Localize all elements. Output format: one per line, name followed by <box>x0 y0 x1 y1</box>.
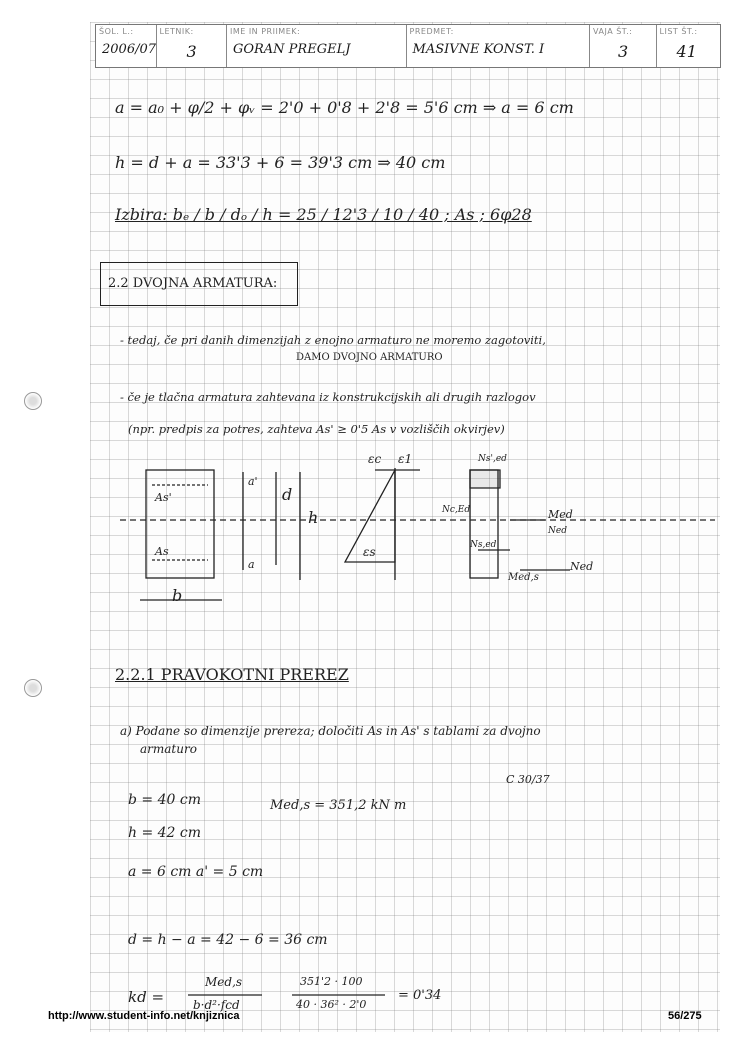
label-a: a <box>248 558 255 571</box>
header-cell-grade: LETNIK: 3 <box>157 25 227 67</box>
label-ned: Ned <box>548 526 567 536</box>
label-a-prime: a' <box>248 475 258 488</box>
punch-hole-bottom <box>24 679 42 697</box>
label-eps-s: εs <box>363 545 376 559</box>
label-as-bot: As <box>155 545 169 558</box>
selection-line: Izbira: bₑ / b / dₒ / h = 25 / 12'3 / 10 / 40 ; As ; 6φ28 <box>115 205 532 224</box>
header-cell-exercise: VAJA ŠT.: 3 <box>590 25 656 67</box>
d-value: d = h − a = 42 − 6 = 36 cm <box>128 932 328 948</box>
label-nc: Nc,Ed <box>442 505 471 515</box>
header-cell-year: ŠOL. L.: 2006/07 <box>96 25 157 67</box>
footer-url[interactable]: http://www.student-info.net/knjiznica <box>48 1010 240 1022</box>
kd-denominator-2: 40 · 36² · 2'0 <box>296 998 367 1011</box>
label-ns-bot: Ns,ed <box>470 540 497 550</box>
grid-paper <box>90 22 720 1032</box>
bullet-1b: DAMO DVOJNO ARMATURO <box>296 352 443 363</box>
header-cell-name: IME IN PRIIMEK: GORAN PREGELJ <box>227 25 407 67</box>
kd-numerator-2: 351'2 · 100 <box>300 975 363 988</box>
subsection-title: 2.2.1 PRAVOKOTNI PREREZ <box>115 665 349 684</box>
item-a: a) Podane so dimenzije prereza; določiti As in As' s tablami za dvojno <box>120 724 541 738</box>
item-a-2: armaturo <box>140 742 197 756</box>
header-cell-sheet: LIST ŠT.: 41 <box>659 27 698 61</box>
formula-h: h = d + a = 33'3 + 6 = 39'3 cm ⇒ 40 cm <box>115 153 446 172</box>
label-as-top: As' <box>155 491 172 504</box>
label-b: b <box>172 586 183 605</box>
h-value: h = 42 cm <box>128 825 202 841</box>
header-table <box>95 24 721 68</box>
label-ned2: Ned <box>570 560 594 573</box>
bullet-2b: (npr. predpis za potres, zahteva As' ≥ 0'5 As v vozliščih okvirjev) <box>128 422 505 436</box>
label-med: Med <box>548 508 573 521</box>
kd-denominator: b·d²·fcd <box>193 998 240 1012</box>
bullet-1: - tedaj, če pri danih dimenzijah z enojno armaturo ne moremo zagotoviti, <box>120 333 546 347</box>
label-eps-1: ε1 <box>398 452 413 466</box>
med-value: Med,s = 351,2 kN m <box>270 798 407 813</box>
bullet-2: - če je tlačna armatura zahtevana iz konstrukcijskih ali drugih razlogov <box>120 390 536 404</box>
label-d: d <box>282 485 293 504</box>
footer-page-number: 56/275 <box>668 1010 702 1022</box>
header-cell-subject: PREDMET: MASIVNE KONST. I <box>407 25 591 67</box>
section-title: 2.2 DVOJNA ARMATURA: <box>108 276 278 291</box>
b-value: b = 40 cm <box>128 792 201 808</box>
label-h: h <box>308 508 319 527</box>
punch-hole-top <box>24 392 42 410</box>
kd-lhs: kd = <box>128 988 165 1006</box>
formula-a: a = a₀ + φ/2 + φᵥ = 2'0 + 0'8 + 2'8 = 5'6 cm ⇒ a = 6 cm <box>115 98 574 117</box>
kd-result: = 0'34 <box>398 988 442 1003</box>
kd-numerator: Med,s <box>205 975 243 989</box>
label-ns-top: Ns',ed <box>478 454 507 464</box>
label-med-s: Med,s <box>508 572 539 583</box>
a-value: a = 6 cm a' = 5 cm <box>128 864 264 880</box>
concrete-class: C 30/37 <box>506 773 550 786</box>
label-eps-c: εc <box>368 452 382 466</box>
